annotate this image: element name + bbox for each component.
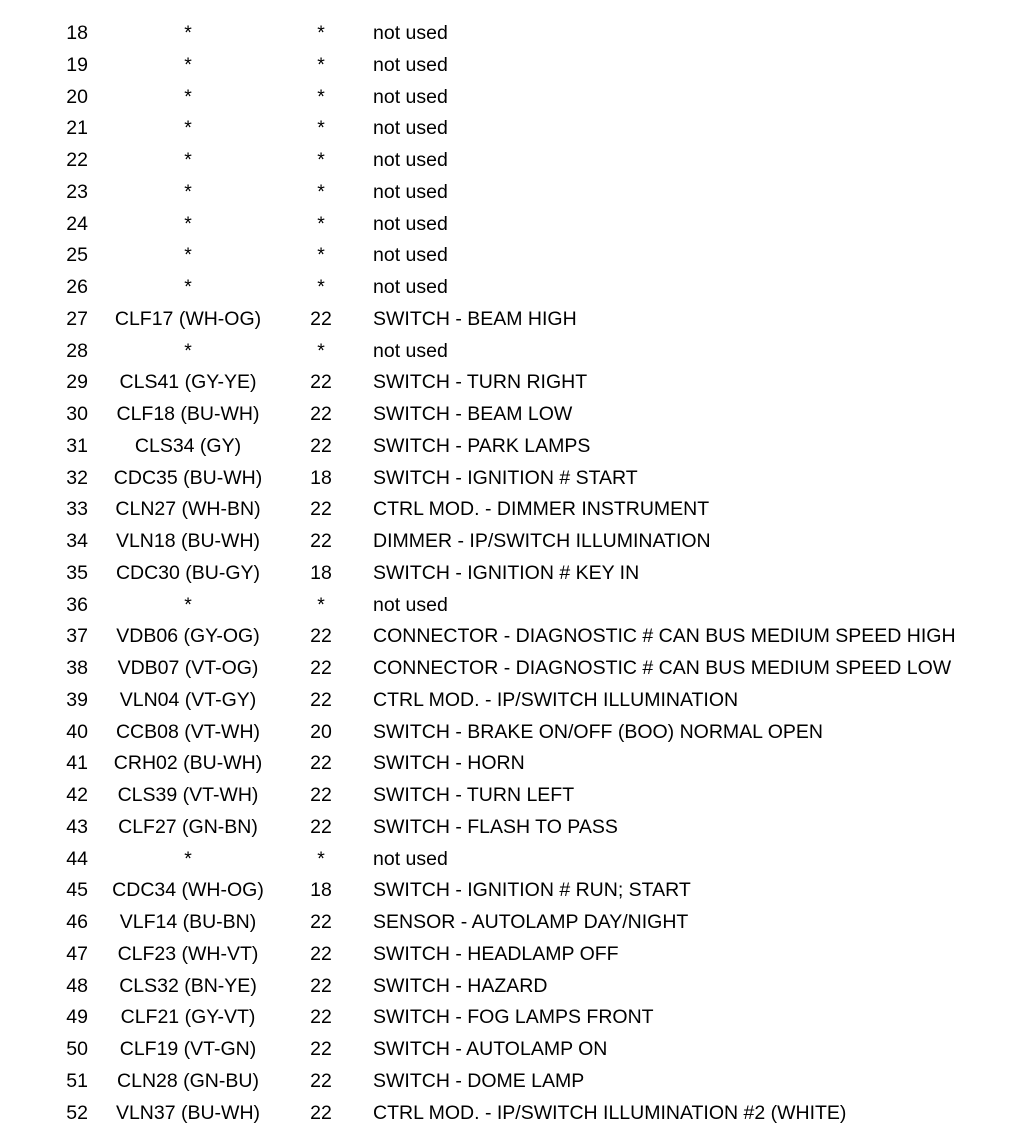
circuit-code: CDC34 (WH-OG) [112,879,264,902]
wire-gauge: * [317,22,325,44]
pin-number: 34 [66,530,88,552]
wire-gauge: 22 [310,371,332,394]
circuit-code: CLF27 (GN-BN) [118,815,258,838]
table-row [0,1097,1024,1129]
pin-number: 41 [66,752,88,775]
pin-number: 40 [66,720,88,743]
pin-number: 48 [66,974,88,997]
circuit-code: VLN18 (BU-WH) [115,530,261,552]
table-row [0,1001,1024,1033]
wire-gauge: * [317,593,325,616]
wire-gauge: 22 [310,752,332,775]
circuit-code: * [184,212,192,235]
table-row [0,652,1024,684]
pin-description: CTRL MOD. - DIMMER INSTRUMENT [373,498,710,521]
wire-gauge: * [317,117,325,140]
wire-gauge: 22 [310,942,332,965]
wire-gauge: 18 [310,466,332,489]
circuit-code: CCB08 (VT-WH) [115,720,261,743]
circuit-code: CLS34 (GY) [134,434,242,457]
table-row [0,779,1024,811]
wire-gauge: 20 [310,720,332,743]
wire-gauge: 22 [310,307,332,330]
wire-gauge: 22 [310,657,332,679]
pin-number: 30 [66,403,88,425]
pin-description: not used [373,847,448,870]
circuit-code: CLF19 (VT-GN) [119,1038,257,1060]
circuit-code: CLF21 (GY-VT) [120,1006,256,1029]
pin-description: SWITCH - FLASH TO PASS [373,815,618,838]
pin-number: 33 [66,498,88,521]
circuit-code: * [184,53,192,76]
pin-description: not used [373,593,448,616]
pin-description: CTRL MOD. - IP/SWITCH ILLUMINATION [373,688,739,711]
table-row [0,1065,1024,1097]
wire-gauge: 22 [310,1038,332,1060]
pin-description: not used [373,53,448,76]
pin-description: SWITCH - BRAKE ON/OFF (BOO) NORMAL OPEN [373,720,823,743]
table-row [0,493,1024,525]
wire-gauge: 18 [310,561,332,584]
circuit-code: * [184,847,192,870]
table-row [0,747,1024,779]
table-row [0,208,1024,240]
wire-gauge: * [317,149,325,171]
wire-gauge: * [317,847,325,870]
circuit-code: CDC30 (BU-GY) [115,561,261,584]
pin-description: SWITCH - IGNITION # START [373,466,638,489]
circuit-code: CRH02 (BU-WH) [113,752,263,775]
pin-description: SWITCH - TURN RIGHT [373,371,588,394]
table-row [0,239,1024,271]
pin-number: 19 [66,53,88,76]
table-row [0,811,1024,843]
pin-description: SWITCH - BEAM HIGH [373,307,577,330]
pin-description: SENSOR - AUTOLAMP DAY/NIGHT [373,911,689,933]
wire-gauge: 22 [310,911,332,933]
pin-description: CTRL MOD. - IP/SWITCH ILLUMINATION #2 (WHITE) [373,1101,847,1124]
pin-description: SWITCH - AUTOLAMP ON [373,1038,608,1060]
circuit-code: CDC35 (BU-WH) [113,466,263,489]
pin-number: 50 [66,1038,88,1060]
pin-description: DIMMER - IP/SWITCH ILLUMINATION [373,530,711,552]
pin-description: SWITCH - DOME LAMP [373,1069,585,1092]
wire-gauge: * [317,339,325,362]
table-row [0,271,1024,303]
table-row [0,398,1024,430]
wire-gauge: * [317,212,325,235]
wire-gauge: * [317,85,325,108]
circuit-code: * [184,22,192,44]
circuit-code: * [184,117,192,140]
pin-number: 51 [66,1069,88,1092]
wire-gauge: 22 [310,498,332,521]
table-row [0,557,1024,589]
circuit-code: VLN37 (BU-WH) [115,1101,261,1124]
table-row [0,874,1024,906]
circuit-code: CLF23 (WH-VT) [117,942,259,965]
circuit-code: CLF18 (BU-WH) [116,403,260,425]
pin-description: SWITCH - BEAM LOW [373,403,573,425]
pin-number: 46 [66,911,88,933]
wire-gauge: 22 [310,530,332,552]
pin-number: 38 [66,657,88,679]
pin-number: 29 [66,371,88,394]
table-row [0,176,1024,208]
pin-number: 25 [66,244,88,267]
pin-number: 23 [66,180,88,203]
table-row [0,1033,1024,1065]
table-row [0,49,1024,81]
pin-description: SWITCH - HORN [373,752,525,775]
table-row [0,366,1024,398]
wire-gauge: 18 [310,879,332,902]
pin-description: SWITCH - PARK LAMPS [373,434,591,457]
circuit-code: CLS32 (BN-YE) [119,974,257,997]
table-row [0,112,1024,144]
wire-gauge: 22 [310,1006,332,1029]
pin-description: CONNECTOR - DIAGNOSTIC # CAN BUS MEDIUM SPEED HIGH [373,625,956,648]
wire-gauge: 22 [310,974,332,997]
pin-number: 24 [66,212,88,235]
table-row [0,589,1024,621]
pin-description: not used [373,180,448,203]
table-row [0,684,1024,716]
circuit-code: * [184,339,192,362]
circuit-code: VDB06 (GY-OG) [116,625,260,648]
pin-number: 39 [66,688,88,711]
circuit-code: CLN27 (WH-BN) [115,498,261,521]
table-row [0,525,1024,557]
circuit-code: CLS41 (GY-YE) [119,371,257,394]
circuit-code: * [184,85,192,108]
wire-gauge: 22 [310,688,332,711]
circuit-code: CLS39 (VT-WH) [117,784,259,806]
wire-gauge: 22 [310,434,332,457]
circuit-code: * [184,149,192,171]
wire-gauge: * [317,244,325,267]
circuit-code: VDB07 (VT-OG) [117,657,259,679]
table-row [0,335,1024,367]
wire-gauge: 22 [310,784,332,806]
pin-number: 20 [66,85,88,108]
table-row [0,938,1024,970]
wire-gauge: * [317,53,325,76]
pin-number: 36 [66,593,88,616]
pin-description: SWITCH - HEADLAMP OFF [373,942,619,965]
circuit-code: VLF14 (BU-BN) [119,911,257,933]
circuit-code: CLF17 (WH-OG) [114,307,262,330]
pin-description: SWITCH - IGNITION # RUN; START [373,879,691,902]
pin-number: 31 [66,434,88,457]
pin-number: 45 [66,879,88,902]
circuit-code: VLN04 (VT-GY) [119,688,257,711]
pin-number: 27 [66,307,88,330]
table-row [0,906,1024,938]
wire-gauge: 22 [310,625,332,648]
pin-description: CONNECTOR - DIAGNOSTIC # CAN BUS MEDIUM SPEED LOW [373,657,952,679]
table-row [0,17,1024,49]
pin-description: not used [373,339,448,362]
pin-description: SWITCH - TURN LEFT [373,784,575,806]
pin-description: SWITCH - IGNITION # KEY IN [373,561,640,584]
pin-number: 21 [66,117,88,140]
pin-description: not used [373,212,448,235]
pin-description: not used [373,117,448,140]
circuit-code: * [184,276,192,298]
pin-number: 49 [66,1006,88,1029]
wire-gauge: 22 [310,1069,332,1092]
wire-gauge: * [317,276,325,298]
circuit-code: CLN28 (GN-BU) [117,1069,259,1092]
pin-number: 26 [66,276,88,298]
pin-number: 42 [66,784,88,806]
table-row [0,716,1024,748]
pin-description: not used [373,244,448,267]
pin-number: 52 [66,1101,88,1124]
pin-number: 47 [66,942,88,965]
table-row [0,620,1024,652]
wire-gauge: 22 [310,1101,332,1124]
circuit-code: * [184,244,192,267]
pin-number: 22 [66,149,88,171]
pin-description: not used [373,85,448,108]
pin-description: not used [373,149,448,171]
pin-number: 28 [66,339,88,362]
table-row [0,843,1024,875]
pin-number: 35 [66,561,88,584]
table-row [0,430,1024,462]
table-row [0,81,1024,113]
circuit-code: * [184,180,192,203]
pin-description: SWITCH - FOG LAMPS FRONT [373,1006,654,1029]
table-row [0,144,1024,176]
pin-description: SWITCH - HAZARD [373,974,548,997]
table-row [0,970,1024,1002]
pin-number: 43 [66,815,88,838]
pin-number: 18 [66,22,88,44]
table-row [0,462,1024,494]
pin-description: not used [373,22,448,44]
table-row [0,303,1024,335]
wire-gauge: 22 [310,815,332,838]
pin-number: 44 [66,847,88,870]
pin-description: not used [373,276,448,298]
wire-gauge: 22 [310,403,332,425]
pin-number: 32 [66,466,88,489]
circuit-code: * [184,593,192,616]
wire-gauge: * [317,180,325,203]
pin-number: 37 [66,625,88,648]
